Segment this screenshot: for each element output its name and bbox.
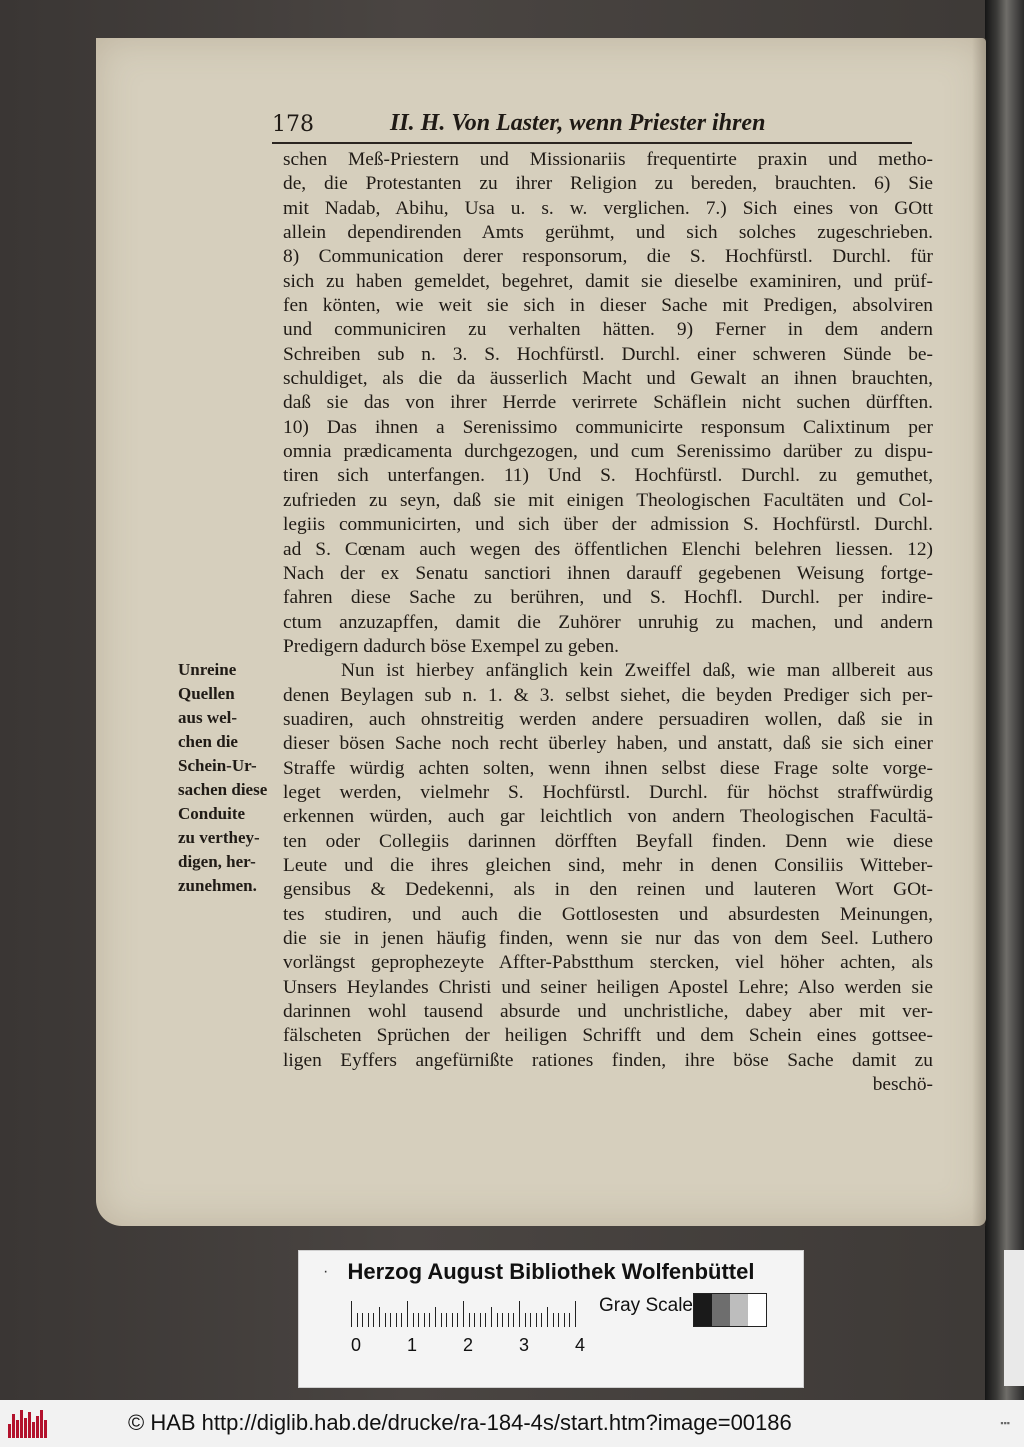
library-color-card — [298, 1250, 804, 1388]
marginal-line: Quellen — [178, 684, 235, 703]
text-line: ctum anzuzapffen, damit die Zuhörer unruhig zu machen, und andern — [283, 611, 933, 633]
ruler-tick — [373, 1313, 374, 1327]
corner-mark-icon: ▪▪▪ — [1000, 1418, 1010, 1428]
card-bullet-icon: · — [323, 1263, 329, 1280]
text-line: fälscheten Sprüchen der heiligen Schrifft und dem Schein eines gottsee- — [283, 1025, 933, 1047]
text-line: schen Meß-Priestern und Missionariis frequentirte praxin und metho- — [283, 149, 933, 170]
ruler-tick — [463, 1301, 464, 1327]
copyright-url: © HAB http://diglib.hab.de/drucke/ra-184-4s/start.htm?image=00186 — [128, 1410, 792, 1435]
page-edge-shadow — [972, 38, 986, 1226]
marginal-line: Unreine — [178, 660, 237, 679]
ruler-tick — [497, 1313, 498, 1327]
text-line: dieser bösen Sache noch recht überley haben, und anstatt, daß sie sich einer — [283, 733, 933, 755]
ruler-tick — [457, 1313, 458, 1327]
text-line: tiren sich unterfangen. 11) Und S. Hochfürstl. Durchl. zu gemuthet, — [283, 465, 933, 487]
page-number: 178 — [272, 112, 314, 137]
text-line: Schreiben sub n. 3. S. Hochfürstl. Durchl. einer schweren Sünde be- — [283, 343, 933, 365]
marginal-line: Conduite — [178, 804, 246, 823]
page-header — [272, 110, 912, 144]
marginal-note — [178, 658, 278, 898]
ruler-tick — [519, 1301, 520, 1327]
text-line: sich zu haben gemeldet, begehret, damit sie dieselbe examiniren, und prüf- — [283, 270, 933, 292]
text-line: denen Beylagen sub n. 1. & 3. selbst siehet, die beyden Prediger sich per- — [283, 684, 933, 706]
text-line: vorlängst geprophezeyte Affter-Pabstthum stercken, viel höher achten, als — [283, 952, 933, 974]
ruler-tick — [558, 1313, 559, 1327]
ruler-tick — [407, 1301, 408, 1327]
text-line: 8) Communication derer responsorum, die S. Hochfürstl. Durchl. für — [283, 246, 933, 268]
text-line: tes studiren, und auch die Gottlosesten und absurdesten Meinungen, — [283, 903, 933, 925]
logo-bar — [16, 1420, 19, 1438]
logo-bar — [44, 1420, 47, 1438]
ruler-tick — [575, 1301, 576, 1327]
ruler-tick — [564, 1313, 565, 1327]
text-line: leget werden, vielmehr S. Hochfürstl. Durchl. für höchst straffwürdig — [283, 781, 933, 803]
marginal-line: digen, her- — [178, 852, 256, 871]
text-line: Straffe würdig achten solten, wenn ihnen selbst diese Frage solte vorge- — [283, 757, 933, 779]
ruler-label: 2 — [463, 1335, 474, 1355]
ruler-tick — [502, 1313, 503, 1327]
gray-scale-swatches — [693, 1293, 767, 1327]
text-line: legiis communicirten, und sich über der admission S. Hochfürstl. Durchl. — [283, 514, 933, 536]
ruler-tick — [357, 1313, 358, 1327]
text-line: und communiciren zu verhalten hätten. 9) Ferner in dem andern — [283, 319, 933, 341]
text-line: Leute und die ihres gleichen sind, mehr in denen Consiliis Witteber- — [283, 854, 933, 876]
logo-bar — [36, 1416, 39, 1438]
gray-swatch — [730, 1294, 748, 1326]
footer-bar — [0, 1400, 1024, 1447]
ruler-label: 3 — [519, 1335, 530, 1355]
marginal-line: Schein-Ur- — [178, 756, 257, 775]
text-line: daß sie das von ihrer Herrde verirrete Schäflein nicht suchen dürfften. — [283, 392, 933, 414]
adjacent-book-edge — [985, 0, 1024, 1400]
ruler-label: 1 — [407, 1335, 418, 1355]
ruler-tick — [452, 1313, 453, 1327]
catchword: beschö- — [872, 1074, 933, 1096]
gray-swatch — [712, 1294, 730, 1326]
marginal-line: sachen diese — [178, 780, 268, 799]
ruler-tick — [541, 1313, 542, 1327]
ruler-tick — [525, 1313, 526, 1327]
logo-bar — [32, 1422, 35, 1438]
text-line: allein dependirenden Amts gerühmt, und sich solches zugeschrieben. — [283, 222, 933, 244]
marginal-line: zunehmen. — [178, 876, 257, 895]
ruler-tick — [390, 1313, 391, 1327]
logo-bar — [20, 1410, 23, 1438]
text-line: Predigern dadurch böse Exempel zu geben. — [283, 635, 619, 657]
ruler-tick — [553, 1313, 554, 1327]
text-line: gensibus & Dedekenni, als in den reinen und lauteren Wort GOt- — [283, 879, 933, 901]
ruler-label: 4 — [575, 1335, 586, 1355]
ruler-tick — [536, 1313, 537, 1327]
text-line: zufrieden zu seyn, daß sie mit einigen Theologischen Facultäten und Col- — [283, 489, 933, 511]
text-line: omnia prædicamenta durchgezogen, und cum Serenissimo darüber zu dispu- — [283, 441, 933, 463]
gray-scale-label: Gray Scale — [599, 1295, 693, 1316]
measurement-ruler — [351, 1299, 581, 1327]
text-line: suadiren, auch ohnstreitig werden andere persuadiren wollen, daß sie in — [283, 708, 933, 730]
gray-swatch — [694, 1294, 712, 1326]
ruler-tick — [424, 1313, 425, 1327]
marginal-line: zu verthey- — [178, 828, 260, 847]
logo-bar — [8, 1424, 11, 1438]
adjacent-card-strip — [1004, 1250, 1024, 1386]
text-line: ad S. Cœnam auch wegen des öffentlichen Elenchi belehren liessen. 12) — [283, 538, 933, 560]
text-line: Unsers Heylandes Christi und seiner heiligen Apostel Lehre; Also werden sie — [283, 976, 933, 998]
marginal-line: chen die — [178, 732, 238, 751]
text-line: ten oder Collegiis darinnen dörfften Beyfall finden. Denn wie diese — [283, 830, 933, 852]
ruler-tick — [547, 1307, 548, 1327]
text-line: erkennen würden, auch gar leichtlich von andern Theologischen Facultä- — [283, 806, 933, 828]
body-text — [283, 148, 933, 1097]
text-line: fen könten, wie weit sie sich in dieser Sache mit Predigen, absolviren — [283, 295, 933, 317]
ruler-tick — [513, 1313, 514, 1327]
hab-logo-icon — [8, 1410, 48, 1438]
ruler-tick — [508, 1313, 509, 1327]
ruler-tick — [429, 1313, 430, 1327]
text-line: 10) Das ihnen a Serenissimo communicirte responsum Calixtinum per — [283, 416, 933, 438]
text-line: die sie in jenen häufig finden, wenn sie nur das von dem Seel. Luthero — [283, 928, 933, 949]
ruler-tick — [446, 1313, 447, 1327]
gray-swatch — [748, 1294, 766, 1326]
ruler-tick — [413, 1313, 414, 1327]
text-line: ligen Eyffers angefürnißte rationes finden, ihre böse Sache damit zu — [283, 1049, 933, 1071]
ruler-tick — [485, 1313, 486, 1327]
ruler-tick — [480, 1313, 481, 1327]
text-line: schuldiget, als die da äusserlich Macht und Gewalt an ihnen brauchten, — [283, 368, 933, 390]
ruler-tick — [474, 1313, 475, 1327]
text-line: darinnen wohl tausend absurde und unchristliche, dabey aber mit ver- — [283, 1001, 933, 1023]
ruler-tick — [491, 1307, 492, 1327]
ruler-tick — [379, 1307, 380, 1327]
ruler-tick — [569, 1313, 570, 1327]
library-name: Herzog August Bibliothek Wolfenbüttel — [347, 1259, 755, 1284]
logo-bar — [12, 1414, 15, 1438]
text-line: Nun ist hierbey anfänglich kein Zweiffel daß, wie man allbereit aus — [341, 660, 933, 682]
logo-bar — [28, 1412, 31, 1438]
text-line: Nach der ex Senatu sanctiori ihnen darauff gegebenen Weisung fortge- — [283, 562, 933, 584]
ruler-tick — [385, 1313, 386, 1327]
ruler-tick — [530, 1313, 531, 1327]
ruler-tick — [396, 1313, 397, 1327]
ruler-tick — [441, 1313, 442, 1327]
ruler-label: 0 — [351, 1335, 362, 1355]
ruler-tick — [435, 1307, 436, 1327]
ruler-tick — [351, 1301, 352, 1327]
running-head: II. H. Von Laster, wenn Priester ihren — [390, 110, 766, 136]
ruler-tick — [368, 1313, 369, 1327]
ruler-tick — [362, 1313, 363, 1327]
text-line: fahren diese Sache zu berühren, und S. Hochfl. Durchl. per indire- — [283, 587, 933, 609]
ruler-tick — [418, 1313, 419, 1327]
ruler-tick — [401, 1313, 402, 1327]
logo-bar — [40, 1410, 43, 1438]
logo-bar — [24, 1418, 27, 1438]
text-line: mit Nadab, Abihu, Usa u. s. w. verglichen. 7.) Sich eines von GOtt — [283, 197, 933, 219]
ruler-tick — [469, 1313, 470, 1327]
marginal-line: aus wel- — [178, 708, 238, 727]
text-line: de, die Protestanten zu ihrer Religion zu bereden, brauchten. 6) Sie — [283, 173, 933, 195]
